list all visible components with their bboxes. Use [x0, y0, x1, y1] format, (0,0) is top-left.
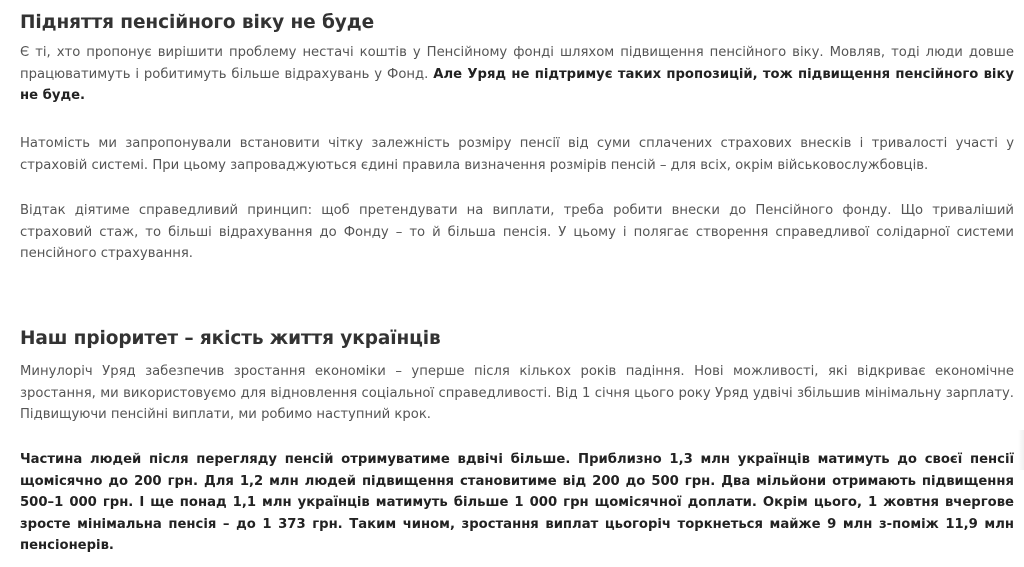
section-heading-priority: Наш пріоритет – якість життя українців: [20, 328, 441, 349]
paragraph-retirement-proposal: [20, 42, 1014, 107]
paragraph-fair-principle: Відтак діятиме справедливий принцип: щоб претендувати на виплати, треба робити внески до Пенсійного фонду. Що триваліший страховий стаж, то більші відрахування до Фонду – то й більша пенсія. У цьому і полягає створення справедливої солідарної системи пенсійного страхування.: [20, 203, 1014, 261]
paragraph-pension-increase-figures: Частина людей після перегляду пенсій отримуватиме вдвічі більше. Приблизно 1,3 млн українців матимуть до своєї пенсії щомісячно до 200 грн. Для 1,2 млн людей підвищення становитиме від 200 до 500 грн. Два мільйони отримають підвищення 500–1 000 грн. І ще понад 1,1 млн українців матимуть більше 1 000 грн щомісячної доплати. Окрім цього, 1 жовтня вчергове зросте мінімальна пенсія – до 1 373 грн. Таким чином, зростання виплат цьогоріч торкнеться майже 9 млн з-поміж 11,9 млн пенсіонерів.: [20, 452, 1014, 553]
page-edge-shadow: [1018, 430, 1024, 470]
paragraph-economy-growth: Минулоріч Уряд забезпечив зростання економіки – уперше після кількох років падіння. Нові можливості, які відкриває економічне зростання, ми використовуємо для відновлення соціальної справедливості. Від 1 січня цього року Уряд удвічі збільшив мінімальну зарплату. Підвищуючи пенсійні виплати, ми робимо наступний крок.: [20, 364, 1014, 422]
paragraph-emphasis: Але Уряд не підтримує таких пропозицій, тож підвищення пенсійного віку не буде.: [20, 66, 1014, 103]
paragraph-text: Є ті, хто пропонує вирішити проблему нестачі коштів у Пенсійному фонді шляхом підвищення пенсійного віку. Мовляв, тоді люди довше працюватимуть і робитимуть більше відрахувань у Фонд.: [20, 45, 1014, 82]
section-heading-retirement-age: Підняття пенсійного віку не буде: [20, 12, 375, 33]
paragraph-pension-dependency: Натомість ми запропонували встановити чітку залежність розміру пенсії від суми сплачених страхових внесків і тривалості участі у страховій системі. При цьому запроваджуються єдині правила визначення розмірів пенсій – для всіх, окрім військовослужбовців.: [20, 136, 1014, 173]
